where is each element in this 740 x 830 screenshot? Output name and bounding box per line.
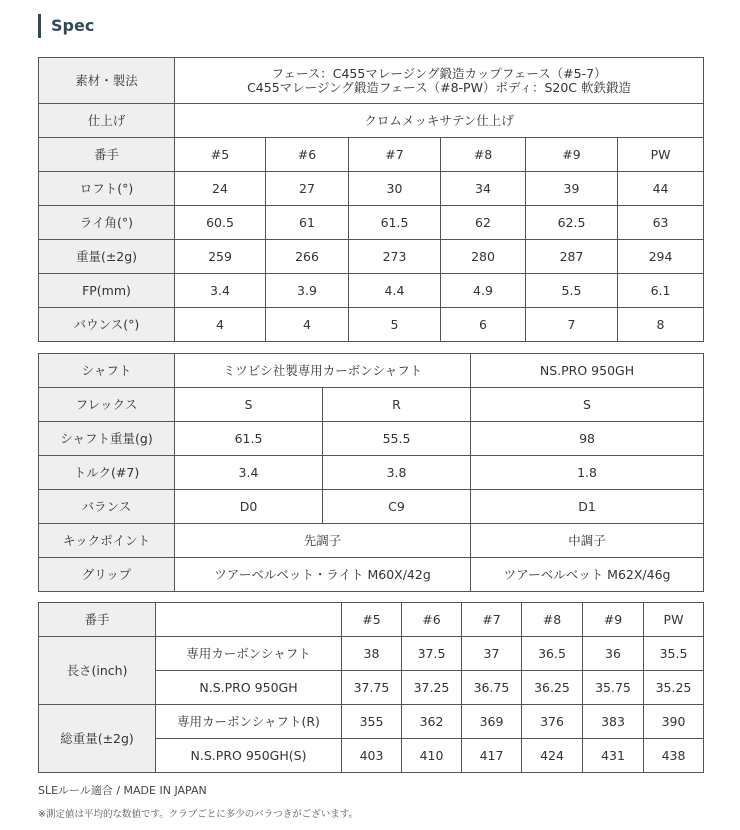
cell: 5: [349, 308, 441, 342]
table-row: [39, 388, 704, 422]
table-row: [39, 637, 704, 671]
table-row: [39, 104, 704, 138]
cell: 266: [266, 240, 349, 274]
cell: D0: [175, 490, 323, 524]
cell: 280: [441, 240, 526, 274]
cell: #9: [526, 138, 618, 172]
cell: D1: [471, 490, 704, 524]
cell: 先調子: [175, 524, 471, 558]
shaft-spec-table: [38, 353, 704, 592]
cell: 3.4: [175, 274, 266, 308]
cell: 55.5: [323, 422, 471, 456]
weight-label: シャフト重量(g): [39, 422, 175, 456]
torque-label: トルク(#7): [39, 456, 175, 490]
header-label: 番手: [39, 603, 156, 637]
cell: 362: [402, 705, 462, 739]
head-spec-table: [38, 57, 704, 342]
kick-label: キックポイント: [39, 524, 175, 558]
table-row: [39, 603, 704, 637]
table-row: [39, 490, 704, 524]
length-label: 長さ(inch): [39, 637, 156, 705]
cell: #7: [462, 603, 522, 637]
cell: 3.8: [323, 456, 471, 490]
cell: 36.5: [522, 637, 583, 671]
cell: #5: [342, 603, 402, 637]
row-label: バウンス(°): [39, 308, 175, 342]
cell: 410: [402, 739, 462, 773]
row-label: 重量(±2g): [39, 240, 175, 274]
table-row: [39, 558, 704, 592]
cell: ツアーベルベット・ライト M60X/42g: [175, 558, 471, 592]
cell: 3.4: [175, 456, 323, 490]
table-row: [39, 206, 704, 240]
row-label: FP(mm): [39, 274, 175, 308]
cell: 259: [175, 240, 266, 274]
cell: 37.5: [402, 637, 462, 671]
cell: PW: [618, 138, 704, 172]
cell: 8: [618, 308, 704, 342]
cell: ツアーベルベット M62X/46g: [471, 558, 704, 592]
cell: #6: [266, 138, 349, 172]
section-title: Spec: [38, 14, 94, 38]
cell: 3.9: [266, 274, 349, 308]
finish-value: クロムメッキサテン仕上げ: [175, 104, 704, 138]
cell: 273: [349, 240, 441, 274]
cell: 294: [618, 240, 704, 274]
cell: #9: [583, 603, 644, 637]
table-row: [39, 705, 704, 739]
material-value: フェース：C455マレージング鍛造カップフェース（#5-7） C455マレージング鍛造フェース（#8-PW）ボディ：S20C 軟鉄鍛造: [175, 58, 704, 104]
cell: 390: [644, 705, 704, 739]
length-weight-table: [38, 602, 704, 773]
cell: C9: [323, 490, 471, 524]
cell: 4.4: [349, 274, 441, 308]
table-row: [39, 240, 704, 274]
table-row: [39, 138, 704, 172]
cell: 5.5: [526, 274, 618, 308]
cell: #8: [522, 603, 583, 637]
cell: S: [471, 388, 704, 422]
cell: 63: [618, 206, 704, 240]
table-row: [39, 456, 704, 490]
cell: 38: [342, 637, 402, 671]
shaft-name: N.S.PRO 950GH(S): [156, 739, 342, 773]
cell: 61: [266, 206, 349, 240]
cell: 35.75: [583, 671, 644, 705]
balance-label: バランス: [39, 490, 175, 524]
conformity-note: SLEルール適合 / MADE IN JAPAN: [38, 784, 207, 797]
cell: 62.5: [526, 206, 618, 240]
cell: 376: [522, 705, 583, 739]
table-row: [39, 308, 704, 342]
cell: 36.25: [522, 671, 583, 705]
measurement-note: ※測定値は平均的な数値です。クラブごとに多少のバラつきがございます。: [38, 809, 358, 820]
cell: R: [323, 388, 471, 422]
cell: [156, 603, 342, 637]
shaft-carbon: ミツビシ社製専用カーボンシャフト: [175, 354, 471, 388]
cell: PW: [644, 603, 704, 637]
cell: 36.75: [462, 671, 522, 705]
cell: 24: [175, 172, 266, 206]
cell: S: [175, 388, 323, 422]
cell: #6: [402, 603, 462, 637]
shaft-name: 専用カーボンシャフト: [156, 637, 342, 671]
cell: 6: [441, 308, 526, 342]
row-label: ライ角(°): [39, 206, 175, 240]
cell: 431: [583, 739, 644, 773]
row-label: ロフト(°): [39, 172, 175, 206]
cell: 1.8: [471, 456, 704, 490]
cell: 424: [522, 739, 583, 773]
cell: 287: [526, 240, 618, 274]
cell: #7: [349, 138, 441, 172]
cell: 438: [644, 739, 704, 773]
cell: 35.25: [644, 671, 704, 705]
cell: 355: [342, 705, 402, 739]
cell: 34: [441, 172, 526, 206]
cell: 39: [526, 172, 618, 206]
cell: 37.75: [342, 671, 402, 705]
table-row: [39, 524, 704, 558]
cell: 4.9: [441, 274, 526, 308]
cell: 61.5: [175, 422, 323, 456]
shaft-name: 専用カーボンシャフト(R): [156, 705, 342, 739]
cell: 383: [583, 705, 644, 739]
cell: 37.25: [402, 671, 462, 705]
cell: 中調子: [471, 524, 704, 558]
table-row: [39, 422, 704, 456]
flex-label: フレックス: [39, 388, 175, 422]
finish-label: 仕上げ: [39, 104, 175, 138]
shaft-name: N.S.PRO 950GH: [156, 671, 342, 705]
table-row: [39, 274, 704, 308]
cell: 61.5: [349, 206, 441, 240]
cell: 4: [175, 308, 266, 342]
cell: 369: [462, 705, 522, 739]
cell: 4: [266, 308, 349, 342]
cell: 36: [583, 637, 644, 671]
table-row: [39, 354, 704, 388]
cell: 30: [349, 172, 441, 206]
cell: 60.5: [175, 206, 266, 240]
cell: 27: [266, 172, 349, 206]
cell: 7: [526, 308, 618, 342]
table-row: [39, 172, 704, 206]
cell: 35.5: [644, 637, 704, 671]
cell: #8: [441, 138, 526, 172]
cell: 403: [342, 739, 402, 773]
cell: 6.1: [618, 274, 704, 308]
cell: 417: [462, 739, 522, 773]
cell: 62: [441, 206, 526, 240]
shaft-steel: NS.PRO 950GH: [471, 354, 704, 388]
cell: 37: [462, 637, 522, 671]
table-row: [39, 58, 704, 104]
cell: 98: [471, 422, 704, 456]
cell: 44: [618, 172, 704, 206]
grip-label: グリップ: [39, 558, 175, 592]
material-label: 素材・製法: [39, 58, 175, 104]
shaft-label: シャフト: [39, 354, 175, 388]
total-weight-label: 総重量(±2g): [39, 705, 156, 773]
row-label: 番手: [39, 138, 175, 172]
cell: #5: [175, 138, 266, 172]
